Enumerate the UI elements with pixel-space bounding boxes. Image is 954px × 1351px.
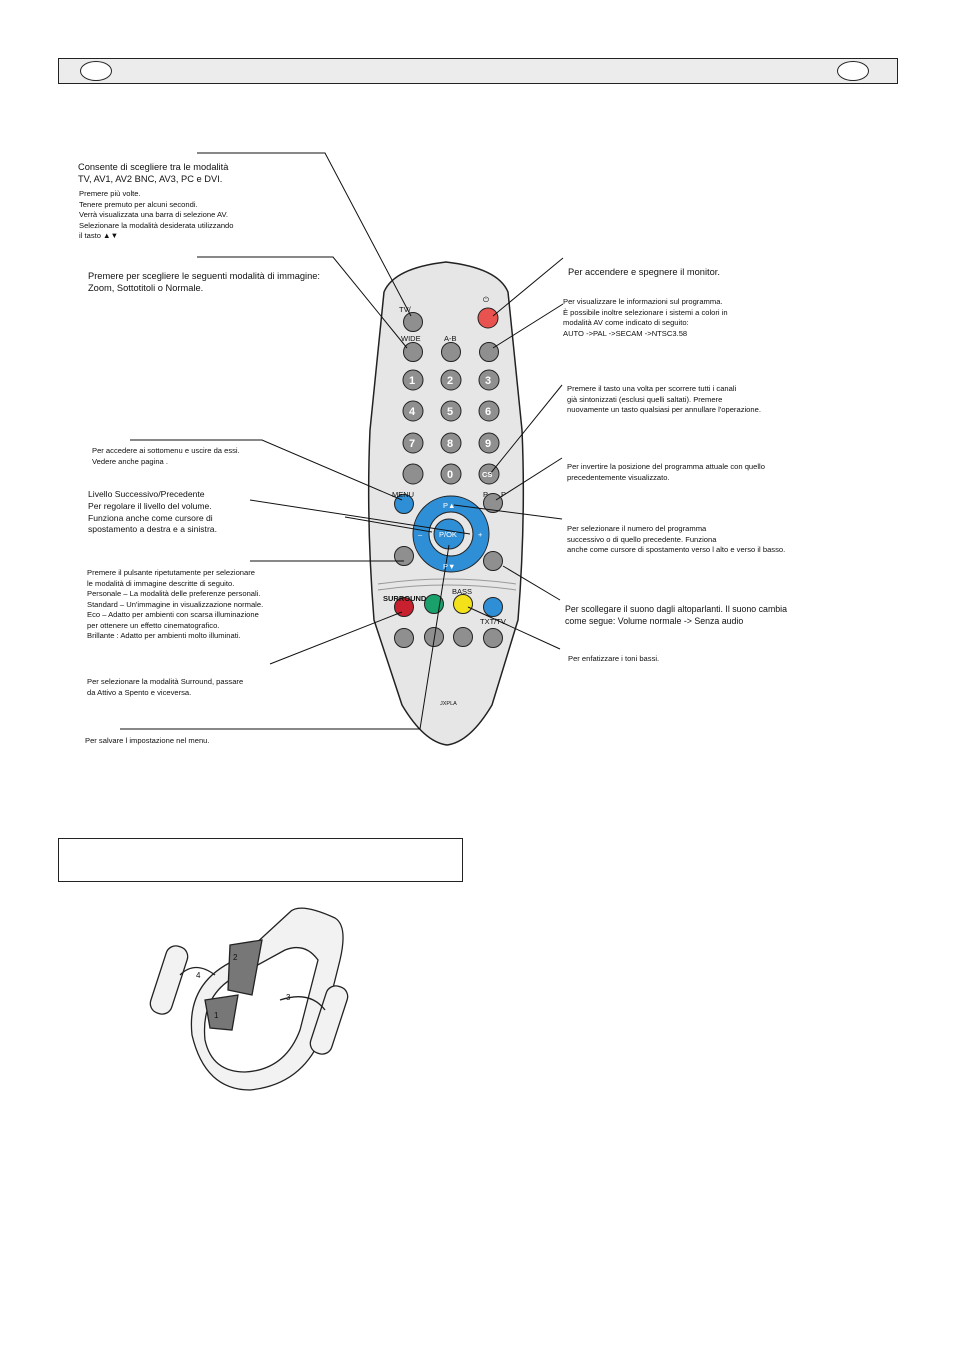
txt-button <box>484 629 503 648</box>
step-3: 3 <box>286 993 291 1002</box>
battery-section-box <box>58 838 463 882</box>
program-callout: Per selezionare il numero del programma successivo o di quello precedente. Funziona anche come cursore di spostamento verso l alto e verso il basso. <box>567 524 786 554</box>
p-up-label: P▲ <box>443 501 456 510</box>
power-callout: Per accendere e spegnere il monitor. <box>568 267 720 277</box>
digit-label-2: 2 <box>447 375 454 387</box>
bass-callout: Per enfatizzare i toni bassi. <box>568 654 660 663</box>
ab-button <box>442 343 461 362</box>
digit-label-6: 6 <box>485 406 492 418</box>
vol-minus-label: – <box>418 530 423 539</box>
tv-av-detail: Premere più volte. Tenere premuto per alcuni secondi. Verrà visualizzata una barra di selezione AV. Selezionare la modalità desiderata utilizzando il tasto ▲▼ <box>79 189 234 240</box>
wide-label: WIDE <box>401 334 421 343</box>
volume-callout: Livello Successivo/Precedente Per regolare il livello del volume. Funziona anche come cursore di spostamento a destra e a sinistra. <box>88 489 217 535</box>
step-1: 1 <box>214 1011 219 1020</box>
power-button <box>478 308 498 328</box>
wide-callout: Premere per scegliere le seguenti modalità di immagine: Zoom, Sottotitoli o Normale. <box>88 271 321 293</box>
info-callout: Per visualizzare le informazioni sul programma. È possibile inoltre selezionare i sistemi a colori in modalità AV come indicato di seguito: AUTO ->PAL ->SECAM ->NTSC3.58 <box>563 297 728 338</box>
model-label: JXPLA <box>440 701 457 707</box>
picture-mode-button <box>395 547 414 566</box>
info-button <box>480 343 499 362</box>
cs-label: CS <box>482 470 493 479</box>
vol-plus-label: + <box>478 530 483 539</box>
digit-label-4: 4 <box>409 406 416 418</box>
digit-label-1: 1 <box>409 375 416 387</box>
ab-label: A-B <box>444 334 457 343</box>
digit-label-5: 5 <box>447 406 454 418</box>
battery-illustration <box>148 908 351 1090</box>
gray-button-1 <box>395 629 414 648</box>
save-callout: Per salvare l impostazione nel menu. <box>85 736 210 745</box>
cs-callout: Premere il tasto una volta per scorrere tutti i canali già sintonizzati (esclusi quelli saltati). Premere nuovamente un tasto qualsiasi per annullare l'operazione. <box>567 384 761 414</box>
swap-label-right: P <box>501 490 507 499</box>
txt-label: TXT/TV <box>480 617 506 626</box>
ok-label: P/OK <box>439 530 457 539</box>
tv-av-label: TV/ <box>399 305 411 314</box>
bass-button <box>454 595 473 614</box>
digit-label-8: 8 <box>447 438 454 450</box>
power-icon: ⏻ <box>483 295 489 304</box>
tv-av-button <box>404 313 423 332</box>
swap-callout: Per invertire la posizione del programma attuale con quello precedentemente visualizzato. <box>567 462 765 482</box>
picture-button <box>403 464 423 484</box>
tv-av-callout: Consente di scegliere tra le modalità TV, AV1, AV2 BNC, AV3, PC e DVI. <box>78 162 229 184</box>
wide-button <box>404 343 423 362</box>
gray-button-3 <box>454 628 473 647</box>
p-down-label: P▼ <box>443 562 456 571</box>
menu-label: MENU <box>392 490 415 499</box>
surround-callout: Per selezionare la modalità Surround, passare da Attivo a Spento e viceversa. <box>87 677 244 697</box>
arrow-insert <box>205 995 238 1030</box>
menu-callout: Per accedere ai sottomenu e uscire da essi. Vedere anche pagina . <box>92 446 240 466</box>
mute-button <box>484 552 503 571</box>
digit-label-7: 7 <box>409 438 416 450</box>
step-4: 4 <box>196 971 201 980</box>
digit-label-0: 0 <box>447 469 454 481</box>
digit-label-3: 3 <box>485 375 492 387</box>
surround-label: SURROUND <box>383 594 427 603</box>
picture-mode-callout: Premere il pulsante ripetutamente per selezionare le modalità di immagine descritte di seguito. Personale – La modalità delle preferenze personali. Standard – Un'immagine in visualizzazione normale. Eco – Adatto per ambienti con scarsa illuminazione per ottenere un effetto cinematografico. Brillante : Adatto per ambienti molto illuminati. <box>87 568 264 640</box>
blue-button <box>484 598 503 617</box>
mute-callout: Per scollegare il suono dagli altoparlanti. Il suono cambia come segue: Volume normale -> Senza audio <box>565 604 788 626</box>
bass-label: BASS <box>452 587 473 596</box>
step-2: 2 <box>233 953 238 962</box>
battery-left <box>148 943 191 1016</box>
swap-label-left: P <box>483 490 489 499</box>
digit-label-9: 9 <box>485 438 492 450</box>
